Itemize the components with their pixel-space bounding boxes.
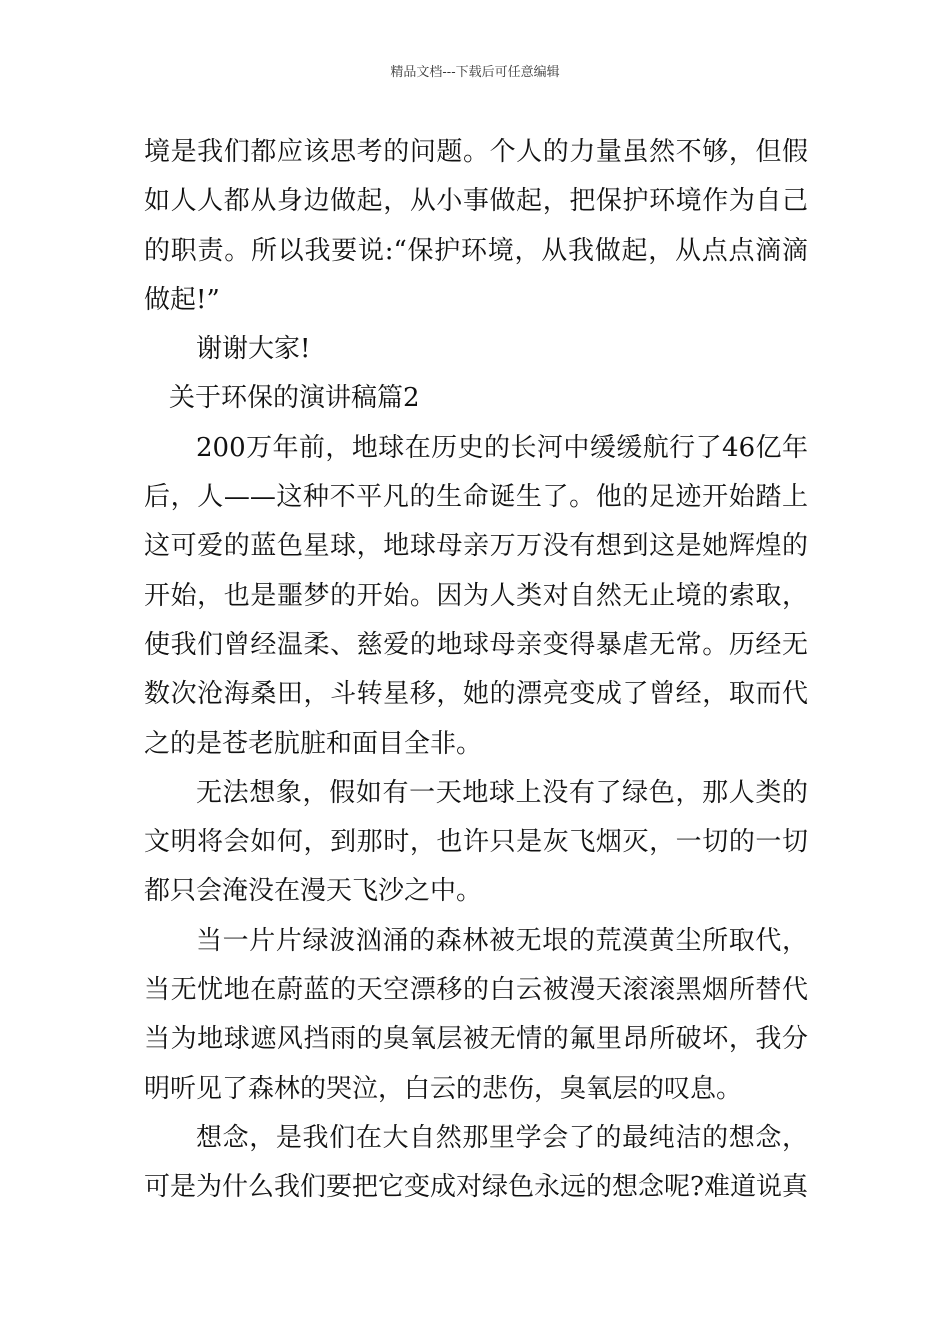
paragraph: 当一片片绿波汹涌的森林被无垠的荒漠黄尘所取代，当无忧地在蔚蓝的天空漂移的白云被漫天滚滚黑烟所替代当为地球遮风挡雨的臭氧层被无情的氟里昂所破坏，我分明听见了森林的哭泣，白云的悲伤，臭氧层的叹息。: [144, 925, 808, 1104]
paragraph: 想念，是我们在大自然那里学会了的最纯洁的想念，可是为什么我们要把它变成对绿色永远的想念呢?难道说真: [144, 1122, 808, 1203]
paragraph-continuation: 境是我们都应该思考的问题。个人的力量虽然不够，但假如人人都从身边做起，从小事做起，把保护环境作为自己的职责。所以我要说:“保护环境，从我做起，从点点滴滴做起!”: [144, 137, 808, 315]
section-heading: 关于环保的演讲稿篇2: [169, 383, 420, 414]
document-body: [144, 128, 808, 1213]
paragraph-thanks: 谢谢大家!: [196, 334, 311, 365]
paragraph: 无法想象，假如有一天地球上没有了绿色，那人类的文明将会如何，到那时，也许只是灰飞烟灭，一切的一切都只会淹没在漫天飞沙之中。: [144, 777, 808, 907]
page-header: 精品文档---下载后可任意编辑: [390, 65, 560, 80]
paragraph: 200万年前，地球在历史的长河中缓缓航行了46亿年后，人——这种不平凡的生命诞生了。他的足迹开始踏上这可爱的蓝色星球，地球母亲万万没有想到这是她辉煌的开始，也是噩梦的开始。因为人类对自然无止境的索取，使我们曾经温柔、慈爱的地球母亲变得暴虐无常。历经无数次沧海桑田，斗转星移，她的漂亮变成了曾经，取而代之的是苍老肮脏和面目全非。: [144, 432, 808, 759]
